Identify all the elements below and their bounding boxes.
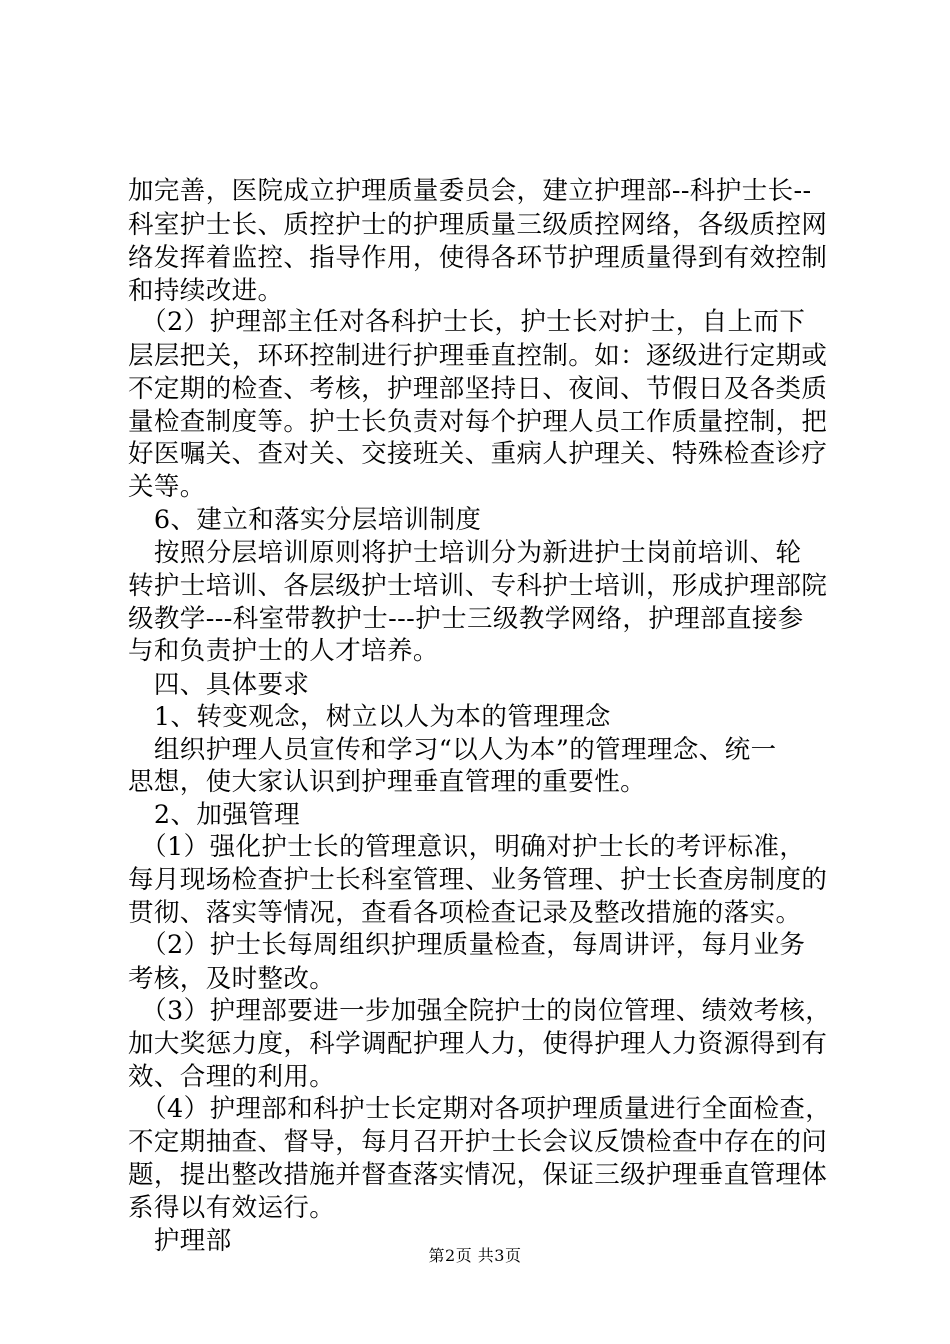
text-line: 四、具体要求 [128,670,310,700]
text-line: 组织护理人员宣传和学习“以人为本”的管理理念、统一 [128,735,777,765]
text-line: 6、建立和落实分层培训制度 [128,505,482,535]
text-line: 2、加强管理 [128,800,301,830]
text-line: （2）护士长每周组织护理质量检查，每周讲评，每月业务 [128,930,806,960]
text-line: （1）强化护士长的管理意识，明确对护士长的考评标准， [128,832,806,862]
text-line: 络发挥着监控、指导作用，使得各环节护理质量得到有效控制 [128,243,828,273]
text-line: 不定期的检查、考核，护理部坚持日、夜间、节假日及各类质 [128,374,828,404]
text-line: 科室护士长、质控护士的护理质量三级质控网络，各级质控网 [128,210,828,240]
page-footer: 第2页 共3页 [428,1246,522,1265]
text-line: 题，提出整改措施并督查落实情况，保证三级护理垂直管理体 [128,1160,828,1190]
text-line: 系得以有效运行。 [128,1193,336,1223]
text-line: 思想，使大家认识到护理垂直管理的重要性。 [128,767,647,797]
text-line: 1、转变观念，树立以人为本的管理理念 [128,702,611,732]
text-line: 效、合理的利用。 [128,1062,336,1092]
text-line: 加完善，医院成立护理质量委员会，建立护理部--科护士长-- [128,176,812,206]
text-line: （3）护理部要进一步加强全院护士的岗位管理、绩效考核， [128,996,832,1026]
text-line: 层层把关，环环控制进行护理垂直控制。如：逐级进行定期或 [128,341,828,371]
text-line: 转护士培训、各层级护士培训、专科护士培训，形成护理部院 [128,571,828,601]
text-line: （4）护理部和科护士长定期对各项护理质量进行全面检查， [128,1094,832,1124]
text-line: 按照分层培训原则将护士培训分为新进护士岗前培训、轮 [128,538,802,568]
text-line: 不定期抽查、督导，每月召开护士长会议反馈检查中存在的问 [128,1127,828,1157]
text-line: 关等。 [128,472,206,502]
text-line: （2）护理部主任对各科护士长，护士长对护士，自上而下 [128,307,806,337]
text-line: 好医嘱关、查对关、交接班关、重病人护理关、特殊检查诊疗 [128,439,828,469]
text-line: 级教学---科室带教护士---护士三级教学网络，护理部直接参 [128,604,804,634]
text-line: 量检查制度等。护士长负责对每个护理人员工作质量控制，把 [128,407,828,437]
text-line: 贯彻、落实等情况，查看各项检查记录及整改措施的落实。 [128,898,802,928]
text-line: 和持续改进。 [128,276,284,306]
text-line: 与和负责护士的人才培养。 [128,636,439,666]
text-line: 护理部 [128,1226,232,1256]
text-line: 加大奖惩力度，科学调配护理人力，使得护理人力资源得到有 [128,1029,828,1059]
text-line: 每月现场检查护士长科室管理、业务管理、护士长查房制度的 [128,865,828,895]
text-line: 考核，及时整改。 [128,964,336,994]
